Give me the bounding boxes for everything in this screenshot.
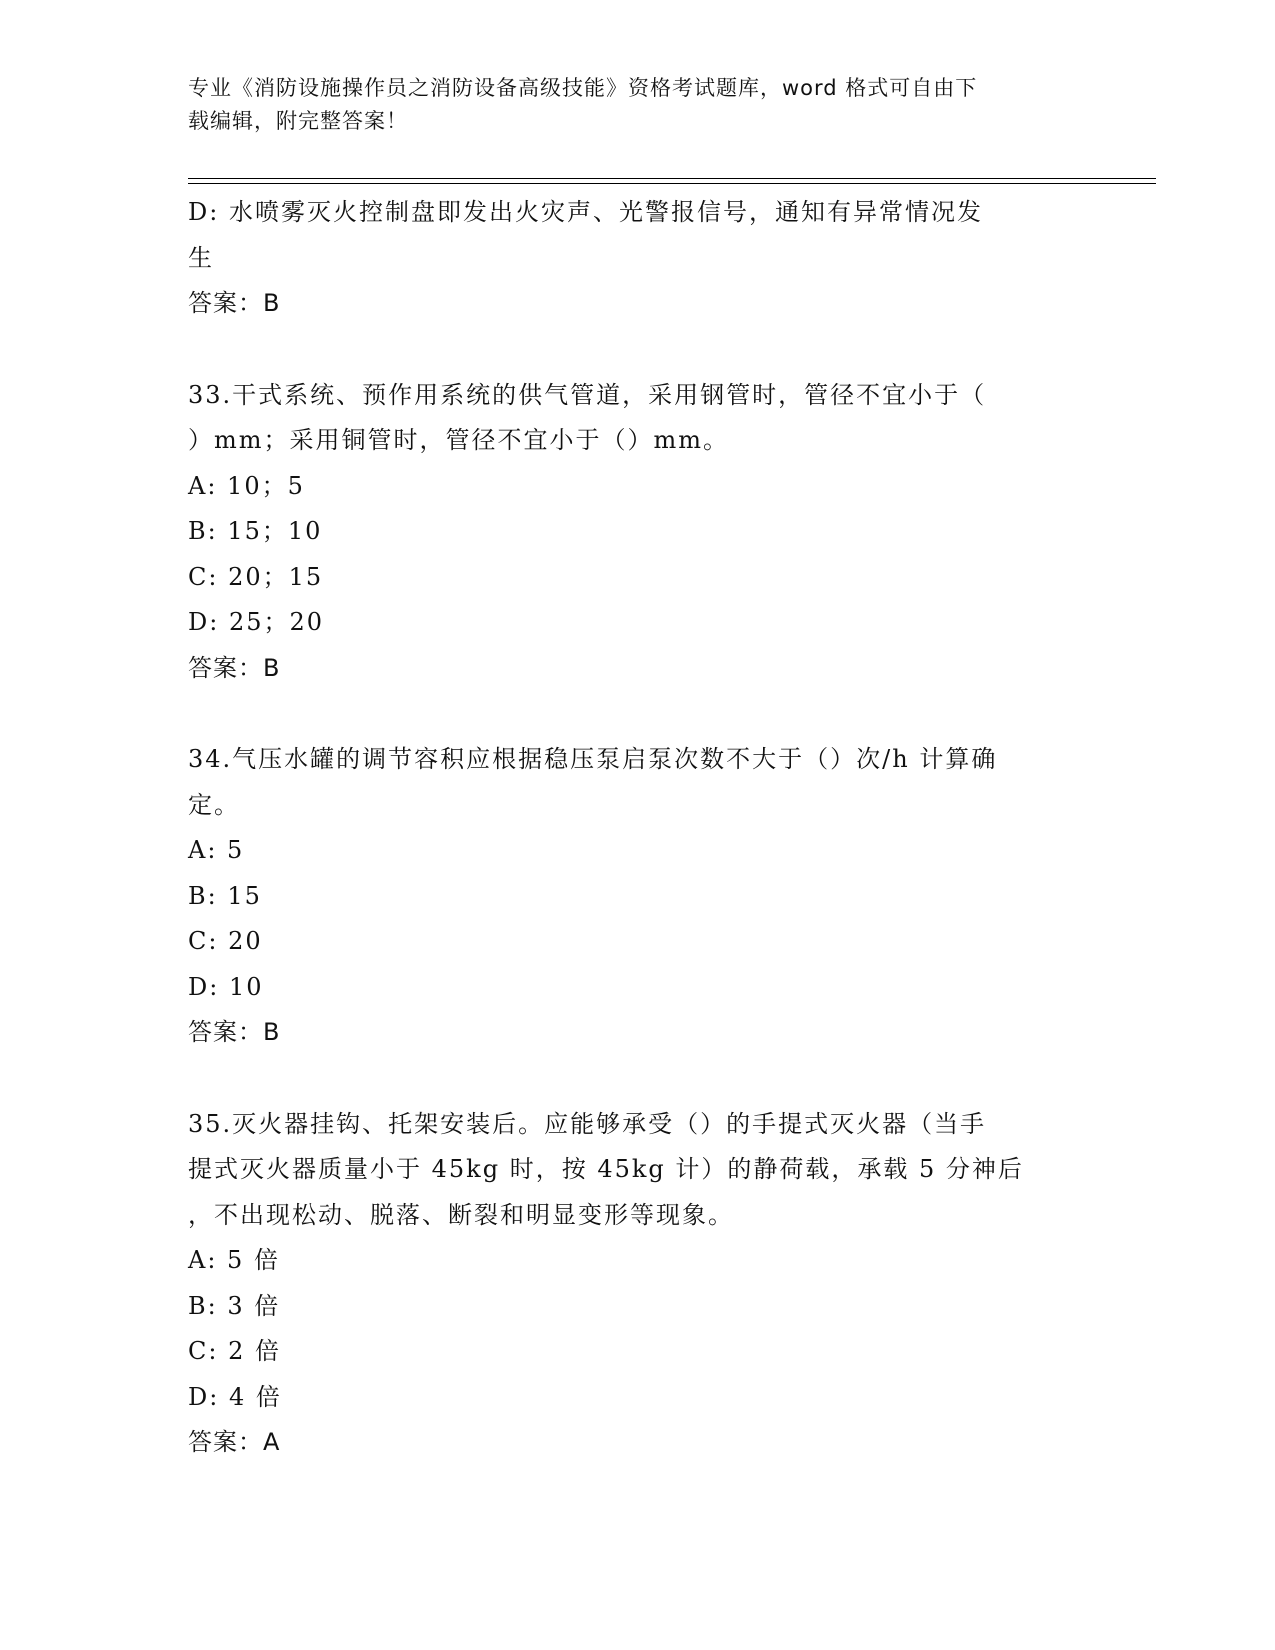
header-rule-bottom [188, 183, 1156, 184]
option-d: D: 水喷雾灭火控制盘即发出火灾声、光警报信号，通知有异常情况发 [188, 198, 983, 226]
question-33 [188, 373, 1088, 692]
header-line-1: 专业《消防设施操作员之消防设备高级技能》资格考试题库，word 格式可自由下 [188, 76, 978, 100]
question-stem: 33.干式系统、预作用系统的供气管道，采用钢管时，管径不宜小于（ [188, 380, 987, 409]
option-a: A: 5 倍 [188, 1246, 280, 1274]
option-b: B: 15 [188, 881, 262, 910]
answer: 答案：B [188, 289, 281, 317]
question-stem-continued: ）mm；采用铜管时，管径不宜小于（）mm。 [188, 426, 730, 454]
option-d: D: 25；20 [188, 608, 325, 636]
question-stem-continued: ，不出现松动、脱落、断裂和明显变形等现象。 [188, 1200, 734, 1229]
question-34 [188, 737, 1088, 1056]
option-a: A: 10；5 [188, 471, 305, 500]
option-b: B: 3 倍 [188, 1291, 281, 1320]
answer: 答案：B [188, 1018, 281, 1046]
question-content [188, 190, 1088, 1466]
question-stem: 35.灭火器挂钩、托架安装后。应能够承受（）的手提式灭火器（当手 [188, 1109, 987, 1138]
option-d: D: 4 倍 [188, 1382, 282, 1411]
spacer [188, 327, 1088, 373]
option-a: A: 5 [188, 836, 245, 864]
option-c: C: 20 [188, 927, 263, 955]
spacer [188, 1056, 1088, 1102]
question-stem: 34.气压水罐的调节容积应根据稳压泵启泵次数不大于（）次/h 计算确 [188, 745, 998, 773]
question-35 [188, 1102, 1088, 1466]
question-stem-continued: 定。 [188, 790, 240, 819]
option-d: D: 10 [188, 972, 264, 1001]
answer: 答案：A [188, 1428, 281, 1456]
option-b: B: 15；10 [188, 517, 323, 545]
question-32 [188, 190, 1088, 327]
option-c: C: 20；15 [188, 562, 324, 591]
document-header [188, 72, 1068, 138]
header-line-2: 载编辑，附完整答案！ [188, 109, 408, 133]
answer: 答案：B [188, 653, 281, 682]
spacer [188, 691, 1088, 737]
question-stem-continued: 提式灭火器质量小于 45kg 时，按 45kg 计）的静荷载，承载 5 分神后 [188, 1155, 1024, 1183]
header-rule-top [188, 178, 1156, 179]
option-d-continued: 生 [188, 243, 214, 272]
option-c: C: 2 倍 [188, 1337, 281, 1365]
